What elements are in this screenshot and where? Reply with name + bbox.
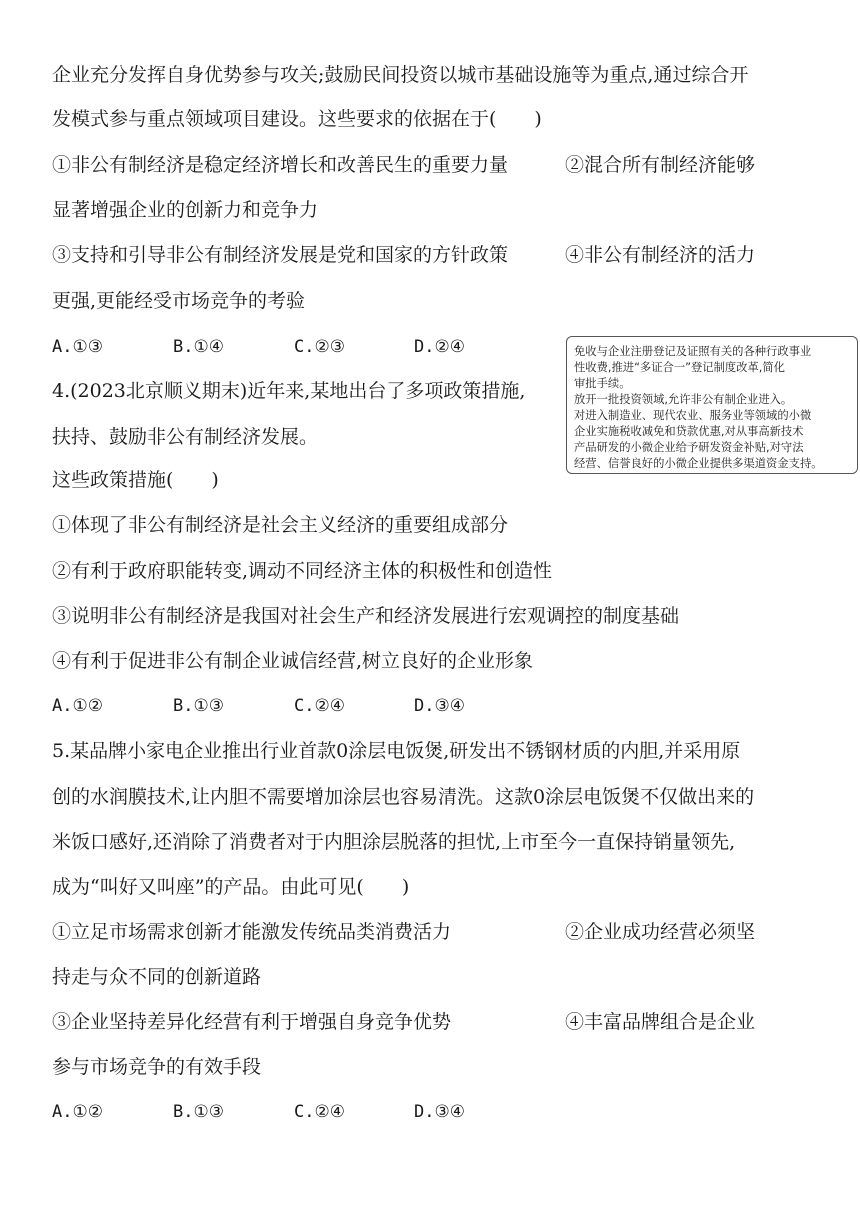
q3-option-c: C.②③ (294, 337, 345, 357)
policy-line: 免收与企业注册登记及证照有关的各种行政事业 (574, 345, 812, 358)
policy-item-3 (574, 408, 851, 472)
q4-stem-line-2: 扶持、鼓励非公有制经济发展。 (52, 426, 319, 448)
policy-line: 审批手续。 (574, 377, 631, 390)
q3-statement-line-1: ①非公有制经济是稳定经济增长和改善民生的重要力量 ②混合所有制经济能够 (52, 154, 756, 176)
q4-statement-1: ①体现了非公有制经济是社会主义经济的重要组成部分 (52, 514, 509, 536)
policy-line: 性收费,推进“多证合一”登记制度改革,简化 (574, 361, 785, 374)
q4-statement-2: ②有利于政府职能转变,调动不同经济主体的积极性和创造性 (52, 560, 553, 582)
q3-stem-line-1: 企业充分发挥自身优势参与攻关;鼓励民间投资以城市基础设施等为重点,通过综合开 (52, 64, 749, 86)
q3-option-a: A.①③ (52, 337, 103, 357)
policy-line: 对进入制造业、现代农业、服务业等领域的小微 (574, 409, 812, 422)
q5-option-d: D.③④ (414, 1102, 465, 1122)
q3-option-b: B.①④ (173, 337, 224, 357)
policy-item-1 (574, 344, 851, 392)
policy-item-2 (574, 392, 851, 408)
q5-statement-line-3: ③企业坚持差异化经营有利于增强自身竞争优势 ④丰富品牌组合是企业 (52, 1011, 756, 1033)
policy-line: 产品研发的小微企业给予研发资金补贴,对守法 (574, 441, 804, 454)
q5-option-b: B.①③ (173, 1102, 224, 1122)
q5-option-c: C.②④ (294, 1102, 345, 1122)
q5-statement-line-1: ①立足市场需求创新才能激发传统品类消费活力 ②企业成功经营必须坚 (52, 921, 756, 943)
q5-stem-line-1: 5.某品牌小家电企业推出行业首款0涂层电饭煲,研发出不锈钢材质的内胆,并采用原 (52, 740, 741, 762)
q3-statement-line-2: 显著增强企业的创新力和竞争力 (52, 199, 319, 221)
q5-stem-line-2: 创的水润膜技术,让内胆不需要增加涂层也容易清洗。这款0涂层电饭煲不仅做出来的 (52, 786, 755, 808)
policy-line: 企业实施税收减免和贷款优惠,对从事高新技术 (574, 425, 804, 438)
q3-option-d: D.②④ (414, 337, 465, 357)
q4-option-d: D.③④ (414, 696, 465, 716)
q4-option-a: A.①② (52, 696, 103, 716)
policy-line: 经营、信誉良好的小微企业提供多渠道资金支持。 (574, 457, 823, 470)
q3-statement-line-3: ③支持和引导非公有制经济发展是党和国家的方针政策 ④非公有制经济的活力 (52, 244, 756, 266)
q4-stem-line-3: 这些政策措施( ) (52, 469, 219, 491)
q4-option-b: B.①③ (173, 696, 224, 716)
q3-statement-line-4: 更强,更能经受市场竞争的考验 (52, 290, 306, 312)
policy-box (566, 336, 858, 474)
q4-stem-line-1: 4.(2023北京顺义期末)近年来,某地出台了多项政策措施, (52, 380, 526, 402)
q3-stem-line-2: 发模式参与重点领域项目建设。这些要求的依据在于( ) (52, 108, 542, 130)
q5-option-a: A.①② (52, 1102, 103, 1122)
policy-line: 放开一批投资领域,允许非公有制企业进入。 (574, 393, 793, 406)
q4-statement-3: ③说明非公有制经济是我国对社会生产和经济发展进行宏观调控的制度基础 (52, 605, 680, 627)
q4-option-c: C.②④ (294, 696, 345, 716)
q5-statement-line-4: 参与市场竞争的有效手段 (52, 1056, 262, 1078)
q5-stem-line-3: 米饭口感好,还消除了消费者对于内胆涂层脱落的担忧,上市至今一直保持销量领先, (52, 831, 736, 853)
q5-stem-line-4: 成为“叫好又叫座”的产品。由此可见( ) (52, 876, 410, 898)
q5-statement-line-2: 持走与众不同的创新道路 (52, 966, 262, 988)
q4-statement-4: ④有利于促进非公有制企业诚信经营,树立良好的企业形象 (52, 650, 534, 672)
